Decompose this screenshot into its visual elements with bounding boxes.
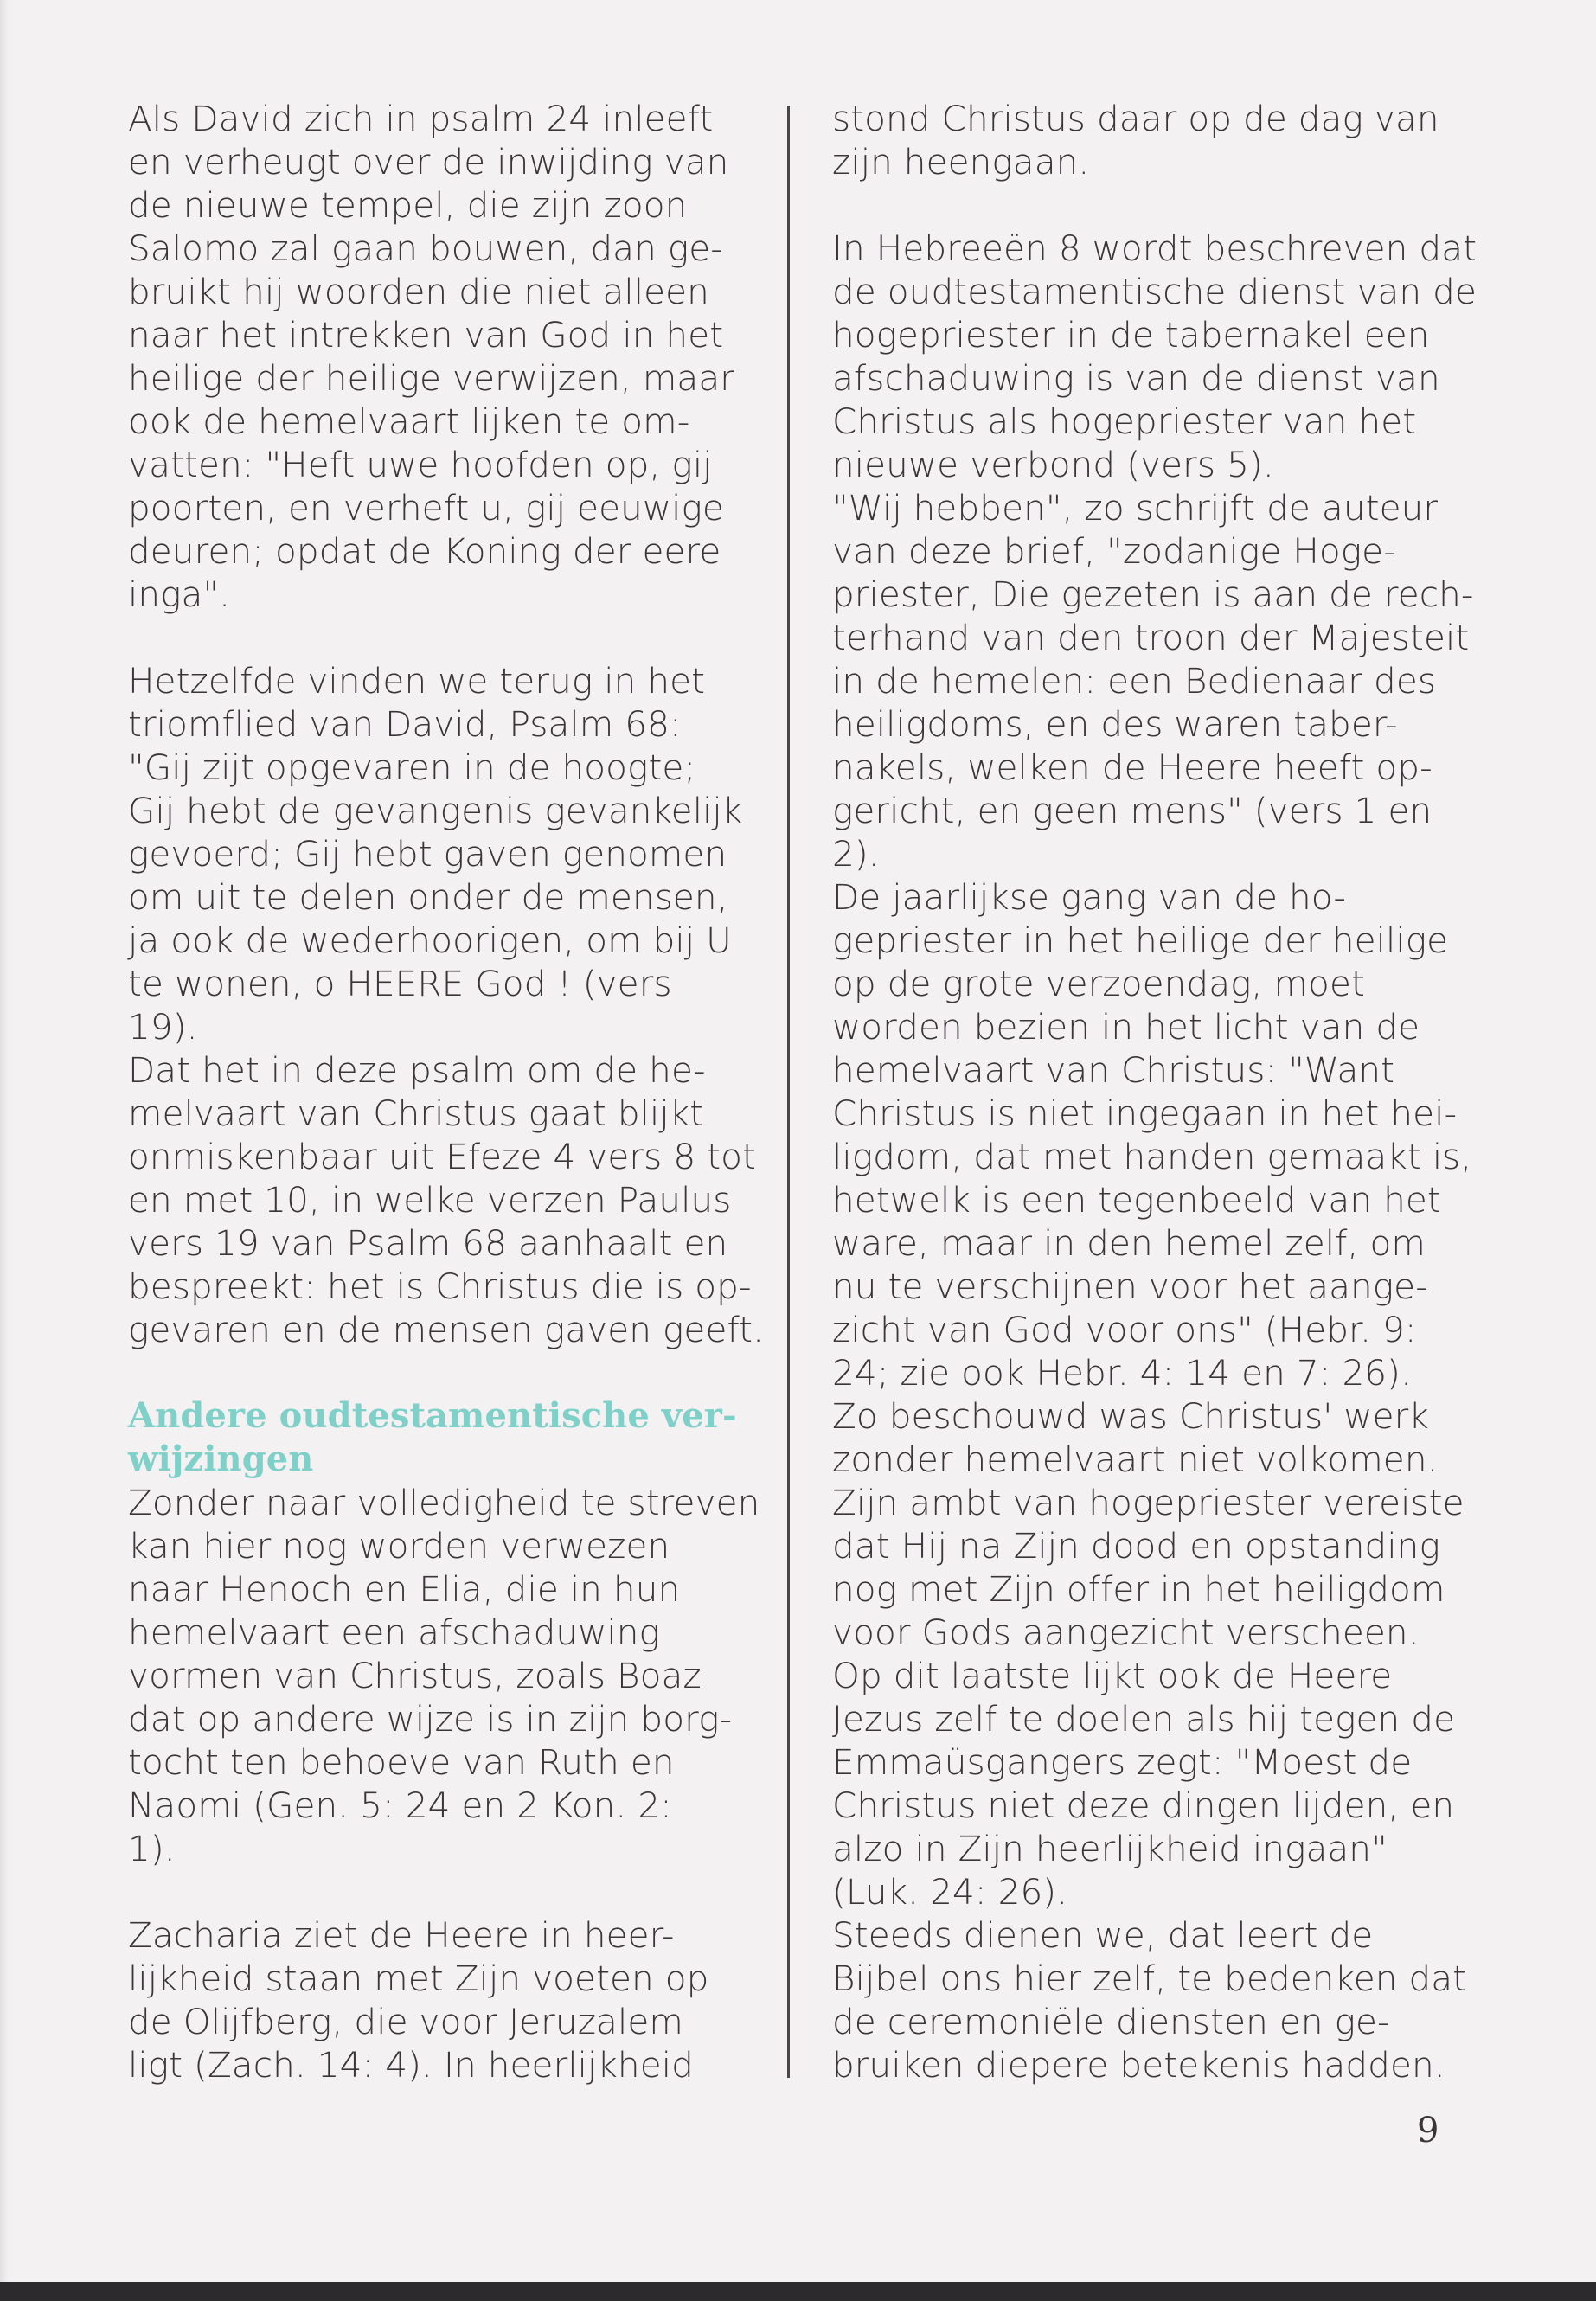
text-line: gericht, en geen mens" (vers 1 en xyxy=(832,790,1433,831)
text-line: zicht van God voor ons" (Hebr. 9: xyxy=(832,1309,1417,1350)
text-line: bruiken diepere betekenis hadden. xyxy=(832,2044,1445,2086)
text-line: nieuwe verbond (vers 5). xyxy=(832,444,1274,485)
text-line: op de grote verzoendag, moet xyxy=(832,963,1365,1004)
right-column xyxy=(832,97,1477,2086)
paragraph-henoch-elia xyxy=(128,1481,785,1870)
text-line: vatten: "Heft uwe hoofden op, gij xyxy=(128,444,713,485)
text-line: Bijbel ons hier zelf, te bedenken dat xyxy=(832,1958,1467,1999)
text-line: en met 10, in welke verzen Paulus xyxy=(128,1179,732,1221)
text-line: poorten, en verheft u, gij eeuwige xyxy=(128,487,724,529)
text-line: Salomo zal gaan bouwen, dan ge- xyxy=(128,228,723,269)
text-line: tocht ten behoeve van Ruth en xyxy=(128,1741,675,1783)
text-line: ligdom, dat met handen gemaakt is, xyxy=(832,1136,1472,1177)
paragraph-psalm-68 xyxy=(128,659,785,1351)
text-line: Christus niet deze dingen lijden, en xyxy=(832,1785,1455,1826)
text-line: naar het intrekken van God in het xyxy=(128,314,724,356)
text-line: gepriester in het heilige der heilige xyxy=(832,920,1449,961)
page-number: 9 xyxy=(1417,2111,1439,2150)
text-line: hemelvaart een afschaduwing xyxy=(128,1612,660,1653)
text-line: "Wij hebben", zo schrijft de auteur xyxy=(832,487,1439,529)
text-line: Christus als hogepriester van het xyxy=(832,401,1417,442)
text-line: 2). xyxy=(832,833,880,875)
text-line: Gij hebt de gevangenis gevankelijk xyxy=(128,790,743,831)
scan-bottom-edge xyxy=(0,2282,1596,2301)
text-line: in de hemelen: een Bedienaar des xyxy=(832,660,1437,702)
text-line: vormen van Christus, zoals Boaz xyxy=(128,1655,702,1696)
text-line: zijn heengaan. xyxy=(832,141,1090,183)
text-line: heiligdoms, en des waren taber- xyxy=(832,703,1398,745)
text-line: priester, Die gezeten is aan de rech- xyxy=(832,574,1474,615)
text-line: hetwelk is een tegenbeeld van het xyxy=(832,1179,1441,1221)
text-line: ware, maar in den hemel zelf, om xyxy=(832,1222,1426,1264)
text-line: dat Hij na Zijn dood en opstanding xyxy=(832,1525,1440,1567)
text-line: ook de hemelvaart lijken te om- xyxy=(128,401,690,442)
text-line: naar Henoch en Elia, die in hun xyxy=(128,1568,681,1610)
text-line: inga". xyxy=(128,574,231,615)
text-line: ligt (Zach. 14: 4). In heerlijkheid xyxy=(128,2044,694,2086)
text-line: Zo beschouwd was Christus' werk xyxy=(832,1395,1429,1437)
text-line: nog met Zijn offer in het heiligdom xyxy=(832,1568,1445,1610)
text-line: kan hier nog worden verwezen xyxy=(128,1525,670,1567)
page-edge-shadow xyxy=(0,0,9,2301)
text-line: Emmaüsgangers zegt: "Moest de xyxy=(832,1741,1413,1783)
text-line: bespreekt: het is Christus die is op- xyxy=(128,1266,752,1307)
paragraph-heengaan xyxy=(832,97,1455,183)
text-line: Zonder naar volledigheid te streven xyxy=(128,1482,760,1523)
text-line: hemelvaart van Christus: "Want xyxy=(832,1049,1395,1091)
text-line: heilige der heilige verwijzen, maar xyxy=(128,357,735,399)
text-line: 1). xyxy=(128,1828,176,1869)
text-line: In Hebreeën 8 wordt beschreven dat xyxy=(832,228,1477,269)
text-line: deuren; opdat de Koning der eere xyxy=(128,530,721,572)
text-line: bruikt hij woorden die niet alleen xyxy=(128,271,709,312)
text-line: lijkheid staan met Zijn voeten op xyxy=(128,1958,709,1999)
text-line: de Olijfberg, die voor Jeruzalem xyxy=(128,2001,683,2042)
text-line: te wonen, o HEERE God ! (vers xyxy=(128,963,672,1004)
text-line: nakels, welken de Heere heeft op- xyxy=(832,747,1433,788)
text-line: (Luk. 24: 26). xyxy=(832,1871,1068,1913)
text-line: onmiskenbaar uit Efeze 4 vers 8 tot xyxy=(128,1136,757,1177)
text-line: Christus is niet ingegaan in het hei- xyxy=(832,1093,1458,1134)
paragraph-hebreeen-8 xyxy=(832,227,1477,2086)
paragraph-zacharia xyxy=(128,1913,785,2086)
column-divider xyxy=(787,106,790,2078)
text-line: terhand van den troon der Majesteit xyxy=(832,617,1470,658)
left-column xyxy=(128,97,785,2086)
text-line: de nieuwe tempel, die zijn zoon xyxy=(128,184,688,226)
text-line: afschaduwing is van de dienst van xyxy=(832,357,1440,399)
text-line: de oudtestamentische dienst van de xyxy=(832,271,1477,312)
text-line: gevoerd; Gij hebt gaven genomen xyxy=(128,833,727,875)
text-line: wijzingen xyxy=(128,1439,314,1479)
text-line: "Gij zijt opgevaren in de hoogte; xyxy=(128,747,696,788)
text-line: Zacharia ziet de Heere in heer- xyxy=(128,1914,675,1956)
text-line: melvaart van Christus gaat blijkt xyxy=(128,1093,704,1134)
text-line: nu te verschijnen voor het aange- xyxy=(832,1266,1428,1307)
text-line: voor Gods aangezicht verscheen. xyxy=(832,1612,1420,1653)
text-line: zonder hemelvaart niet volkomen. xyxy=(832,1439,1439,1480)
text-line: Steeds dienen we, dat leert de xyxy=(832,1914,1374,1956)
text-line: 19). xyxy=(128,1006,198,1048)
section-heading xyxy=(128,1394,785,1481)
text-line: Zijn ambt van hogepriester vereiste xyxy=(832,1482,1465,1523)
paragraph-psalm-24 xyxy=(128,97,785,616)
text-line: gevaren en de mensen gaven geeft. xyxy=(128,1309,765,1350)
text-line: Naomi (Gen. 5: 24 en 2 Kon. 2: xyxy=(128,1785,672,1826)
text-line: Dat het in deze psalm om de he- xyxy=(128,1049,706,1091)
text-line: Jezus zelf te doelen als hij tegen de xyxy=(832,1698,1456,1740)
text-line: Als David zich in psalm 24 inleeft xyxy=(128,98,714,139)
text-line: triomflied van David, Psalm 68: xyxy=(128,703,682,745)
text-line: Op dit laatste lijkt ook de Heere xyxy=(832,1655,1393,1696)
text-line: Andere oudtestamentische ver- xyxy=(128,1395,737,1436)
text-line: vers 19 van Psalm 68 aanhaalt en xyxy=(128,1222,728,1264)
text-line: 24; zie ook Hebr. 4: 14 en 7: 26). xyxy=(832,1352,1413,1394)
text-line: en verheugt over de inwijding van xyxy=(128,141,729,183)
text-line: Hetzelfde vinden we terug in het xyxy=(128,660,706,702)
text-line: van deze brief, "zodanige Hoge- xyxy=(832,530,1396,572)
text-line: worden bezien in het licht van de xyxy=(832,1006,1420,1048)
text-line: alzo in Zijn heerlijkheid ingaan" xyxy=(832,1828,1388,1869)
text-line: ja ook de wederhoorigen, om bij U xyxy=(128,920,732,961)
text-line: de ceremoniële diensten en ge- xyxy=(832,2001,1390,2042)
text-line: hogepriester in de tabernakel een xyxy=(832,314,1430,356)
text-line: om uit te delen onder de mensen, xyxy=(128,876,728,918)
text-line: De jaarlijkse gang van de ho- xyxy=(832,876,1347,918)
text-line: stond Christus daar op de dag van xyxy=(832,98,1439,139)
text-line: dat op andere wijze is in zijn borg- xyxy=(128,1698,733,1740)
